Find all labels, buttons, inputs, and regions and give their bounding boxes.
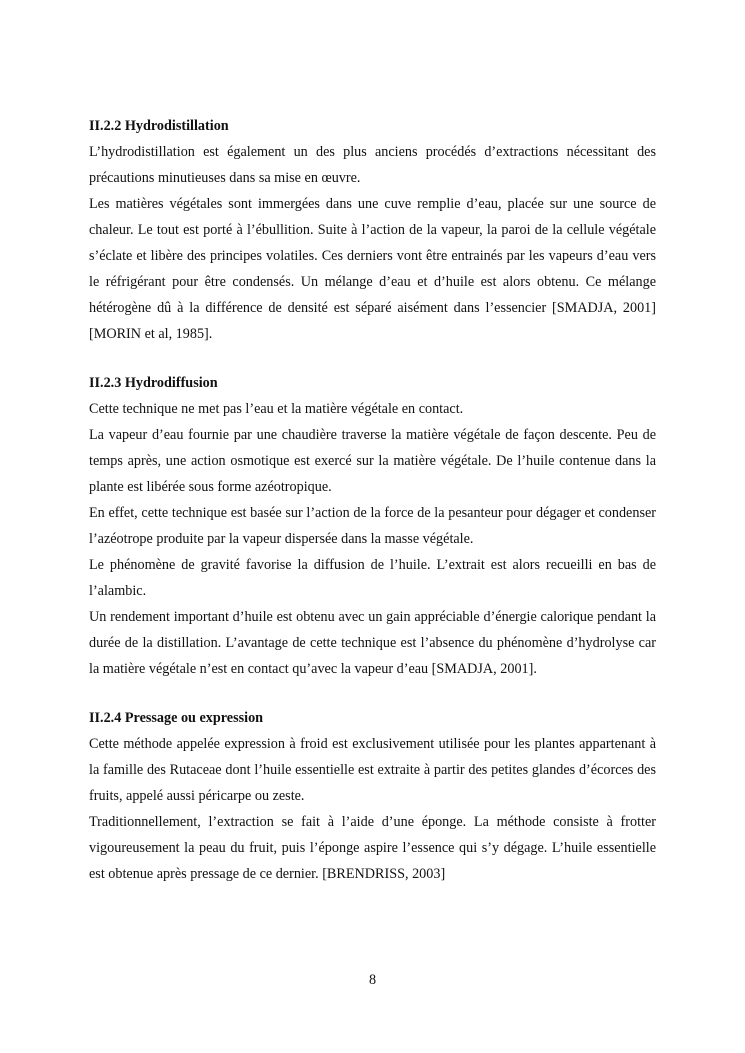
- paragraph: L’hydrodistillation est également un des plus anciens procédés d’extractions nécessitant des précautions minutieuses dans sa mise en œuvre.: [89, 144, 656, 186]
- paragraph: La vapeur d’eau fournie par une chaudière traverse la matière végétale de façon descente. Peu de temps après, une action osmotique est exercé sur la matière végétale. De l’huile contenue dans la plante est libérée sous forme azéotropique.: [89, 427, 656, 495]
- paragraph: Cette méthode appelée expression à froid est exclusivement utilisée pour les plantes appartenant à la famille des Rutaceae dont l’huile essentielle est extraite à partir des petites glandes d’écorces des fruits, appelé aussi péricarpe ou zeste.: [89, 736, 656, 804]
- section-heading: II.2.2 Hydrodistillation: [89, 118, 229, 134]
- paragraph: Un rendement important d’huile est obtenu avec un gain appréciable d’énergie calorique pendant la durée de la distillation. L’avantage de cette technique est l’absence du phénomène d’hydrolyse car la matière végétale n’est en contact qu’avec la vapeur d’eau [SMADJA, 2001].: [89, 609, 656, 677]
- paragraph: Le phénomène de gravité favorise la diffusion de l’huile. L’extrait est alors recueilli en bas de l’alambic.: [89, 557, 656, 599]
- paragraph: En effet, cette technique est basée sur l’action de la force de la pesanteur pour dégager et condenser l’azéotrope produite par la vapeur dispersée dans la masse végétale.: [89, 505, 656, 547]
- section-pressage: [89, 705, 656, 887]
- page-number: 8: [368, 972, 377, 988]
- section-hydrodistillation: [89, 113, 656, 347]
- paragraph: Les matières végétales sont immergées dans une cuve remplie d’eau, placée sur une source de chaleur. Le tout est porté à l’ébullition. Suite à l’action de la vapeur, la paroi de la cellule végétale s’éclate et libère des principes volatiles. Ces derniers vont être entrainés par les vapeurs d’eau vers le réfrigérant pour être condensés. Un mélange d’eau et d’huile est alors obtenu. Ce mélange hétérogène dû à la différence de densité est séparé aisément dans l’essencier [SMADJA, 2001] [MORIN et al, 1985].: [89, 196, 656, 342]
- section-heading: II.2.3 Hydrodiffusion: [89, 375, 218, 391]
- section-heading: II.2.4 Pressage ou expression: [89, 710, 264, 726]
- paragraph: Traditionnellement, l’extraction se fait à l’aide d’une éponge. La méthode consiste à frotter vigoureusement la peau du fruit, puis l’éponge aspire l’essence qui s’y dégage. L’huile essentielle est obtenue après pressage de ce dernier. [BRENDRISS, 2003]: [89, 814, 656, 882]
- document-page: [89, 113, 656, 887]
- paragraph: Cette technique ne met pas l’eau et la matière végétale en contact.: [89, 401, 464, 417]
- section-hydrodiffusion: [89, 370, 656, 682]
